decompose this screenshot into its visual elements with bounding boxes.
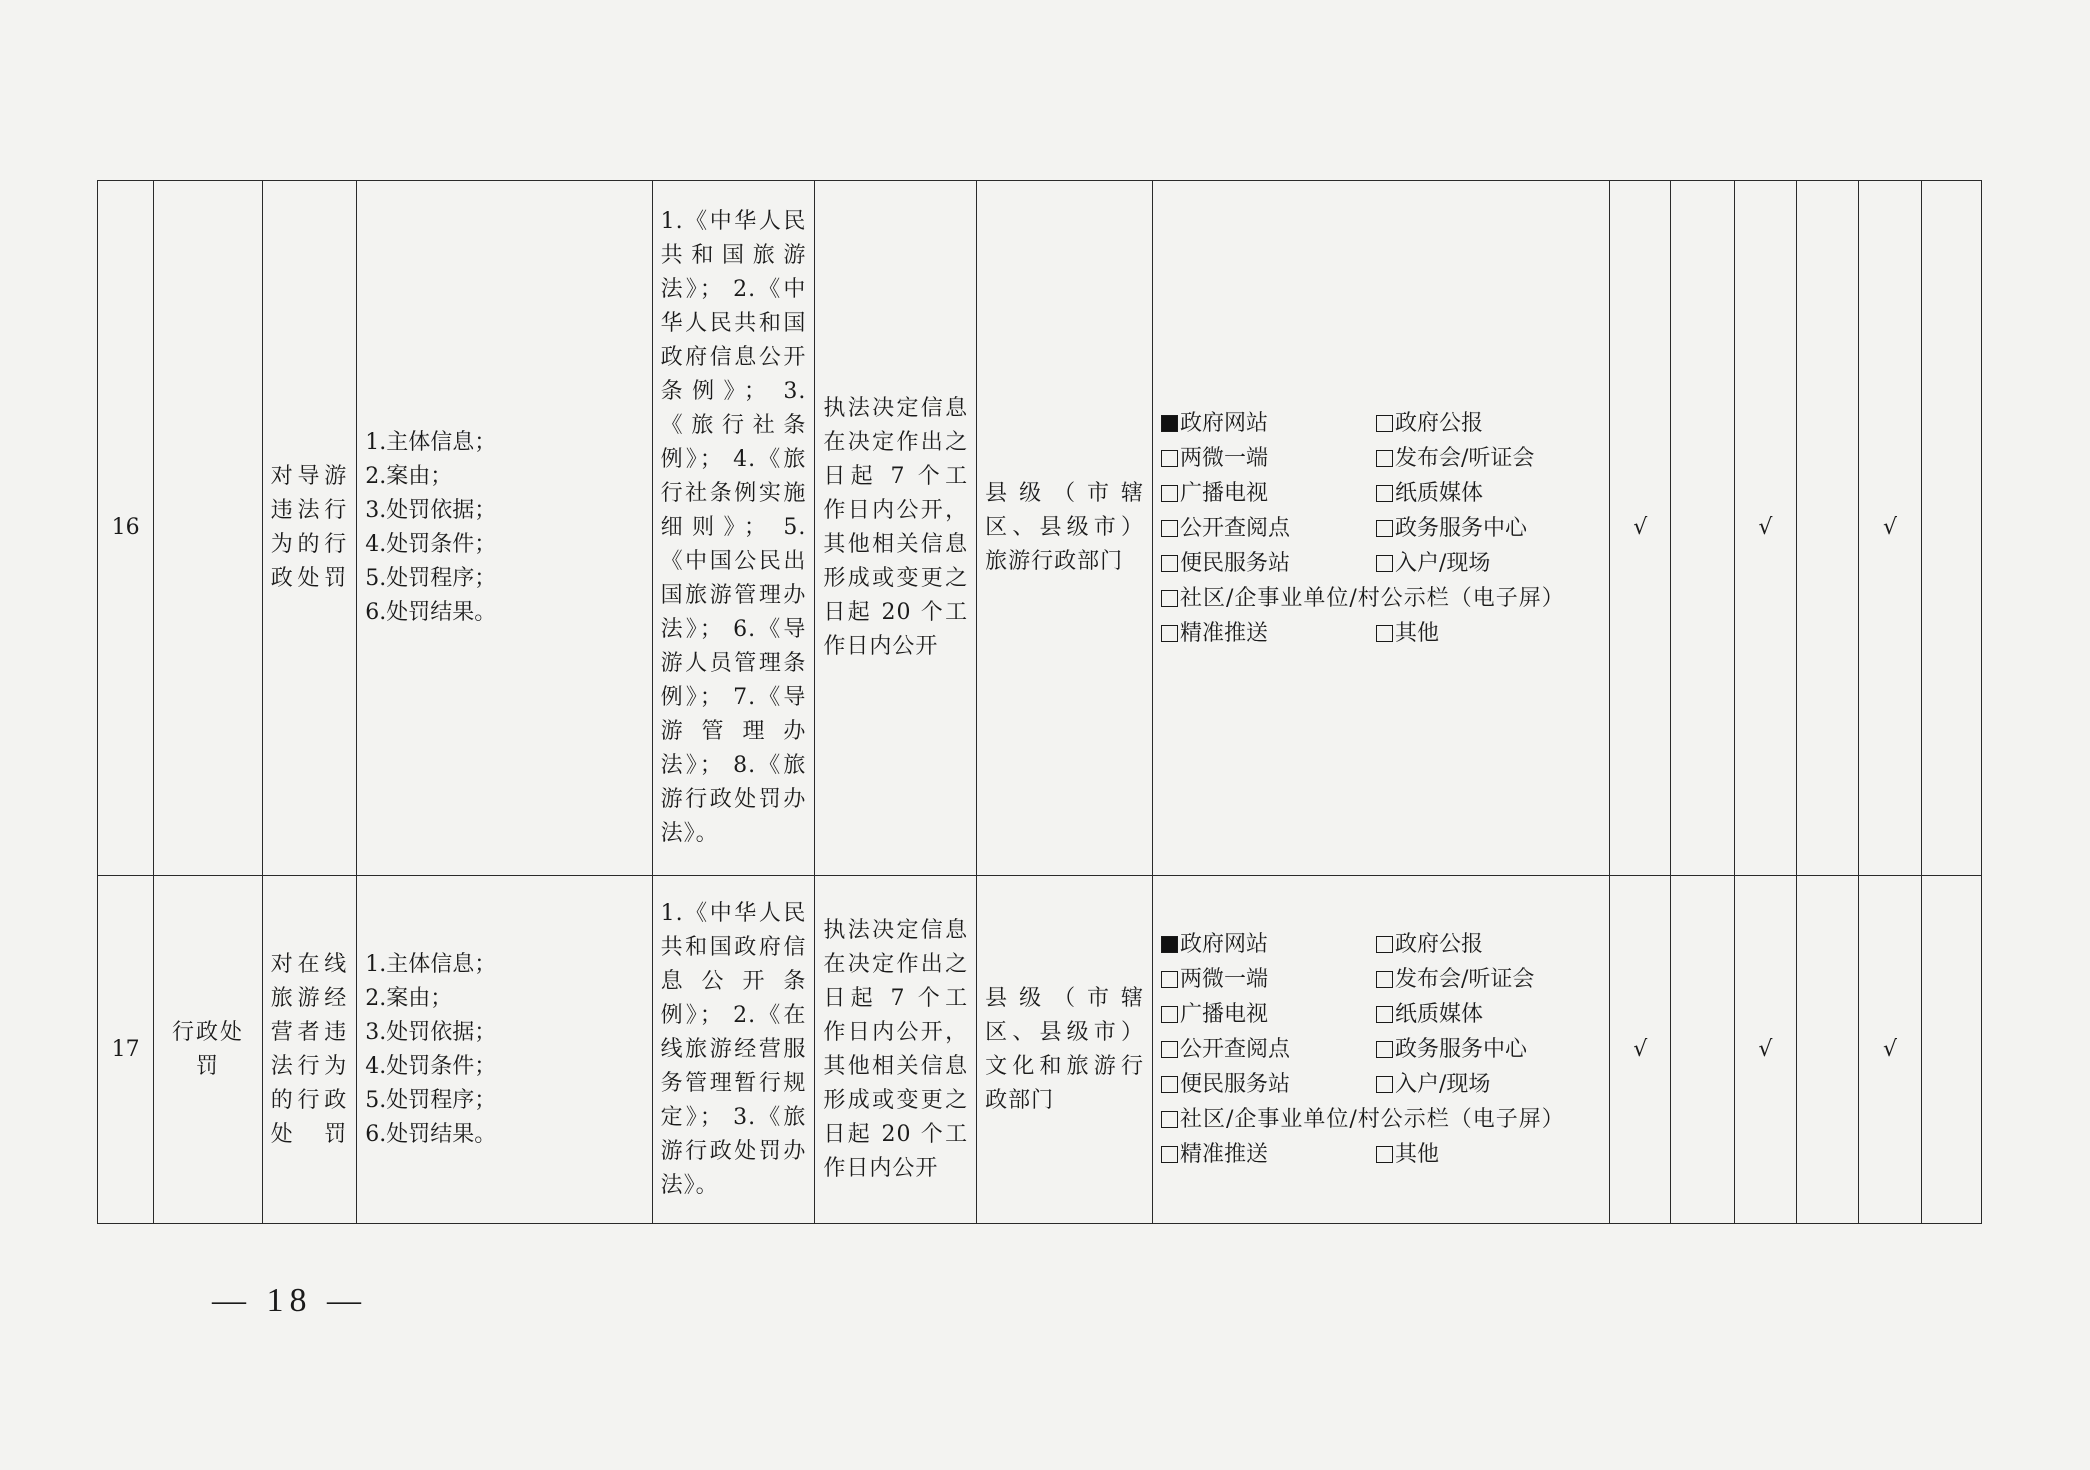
channel-precise: 精准推送 <box>1161 1137 1376 1172</box>
basis-item: 6.《导游人员管理条例》； <box>660 617 807 710</box>
check-mark-cell: √ <box>1610 181 1671 876</box>
checkbox-empty-icon <box>1161 555 1178 572</box>
channel-onsite: 入户/现场 <box>1376 546 1610 581</box>
checkbox-empty-icon <box>1161 485 1178 502</box>
content-line: 3.处罚依据； <box>365 1019 497 1045</box>
check-mark-cell: √ <box>1859 181 1921 876</box>
channel-service-center: 政务服务中心 <box>1376 511 1610 546</box>
channel-other: 其他 <box>1376 616 1610 651</box>
page-number: — 18 — <box>212 1282 367 1319</box>
category-cell: 行政处罚 <box>154 876 263 1224</box>
content-line: 3.处罚依据； <box>365 498 497 523</box>
checkbox-empty-icon <box>1161 590 1178 607</box>
content-line: 2.案由； <box>365 464 453 489</box>
basis-item: 8.《旅游行政处罚办法》。 <box>660 753 807 846</box>
content-line: 5.处罚程序； <box>365 1087 497 1113</box>
check-mark-cell: √ <box>1610 876 1671 1224</box>
channel-press: 发布会/听证会 <box>1376 441 1610 476</box>
category-cell <box>154 181 263 876</box>
channel-two-micro: 两微一端 <box>1161 962 1376 997</box>
check-mark-cell <box>1671 181 1734 876</box>
checkbox-empty-icon <box>1376 520 1393 537</box>
checkbox-empty-icon <box>1376 1006 1393 1023</box>
channel-bulletin: 社区/企事业单位/村公示栏（电子屏） <box>1161 1102 1610 1137</box>
disclosure-table <box>97 180 1982 1224</box>
subject-cell: 县级（市辖区、县级市）文化和旅游行政部门 <box>977 876 1153 1224</box>
checkbox-empty-icon <box>1161 1111 1178 1128</box>
channel-reading: 公开查阅点 <box>1161 511 1376 546</box>
channel-precise: 精准推送 <box>1161 616 1376 651</box>
channel-paper-media: 纸质媒体 <box>1376 476 1610 511</box>
checkbox-empty-icon <box>1376 555 1393 572</box>
basis-item: 2.《在线旅游经营服务管理暂行规定》； <box>660 1002 807 1130</box>
basis-item: 5.《中国公民出国旅游管理办法》； <box>660 515 807 642</box>
channel-bulletin: 社区/企事业单位/村公示栏（电子屏） <box>1161 581 1610 616</box>
content-cell <box>357 181 652 876</box>
content-line: 6.处罚结果。 <box>365 600 497 625</box>
channel-paper-media: 纸质媒体 <box>1376 997 1610 1032</box>
channel-broadcast: 广播电视 <box>1161 997 1376 1032</box>
check-mark-cell <box>1797 181 1859 876</box>
checkbox-empty-icon <box>1161 520 1178 537</box>
checkbox-empty-icon <box>1161 1041 1178 1058</box>
channel-press: 发布会/听证会 <box>1376 962 1610 997</box>
checkbox-empty-icon <box>1376 415 1393 432</box>
basis-item: 7.《导游管理办法》； <box>660 685 807 778</box>
checkbox-checked-icon <box>1161 415 1178 432</box>
channel-gov-website: 政府网站 <box>1161 927 1376 962</box>
checkbox-empty-icon <box>1376 1076 1393 1093</box>
check-mark-cell <box>1921 181 1981 876</box>
content-line: 4.处罚条件； <box>365 1053 497 1079</box>
check-mark-cell: √ <box>1734 876 1796 1224</box>
content-line: 1.主体信息； <box>365 951 497 977</box>
content-line: 6.处罚结果。 <box>365 1121 497 1147</box>
channel-onsite: 入户/现场 <box>1376 1067 1610 1102</box>
basis-cell <box>652 876 815 1224</box>
channels-cell <box>1152 876 1609 1224</box>
item-name-cell: 对导游违法行为的行政处罚 <box>262 181 356 876</box>
channel-convenience: 便民服务站 <box>1161 1067 1376 1102</box>
checkbox-empty-icon <box>1376 1146 1393 1163</box>
channel-service-center: 政务服务中心 <box>1376 1032 1610 1067</box>
checkbox-empty-icon <box>1376 450 1393 467</box>
check-mark-cell <box>1797 876 1859 1224</box>
checkbox-empty-icon <box>1376 1041 1393 1058</box>
row-number: 17 <box>98 876 154 1224</box>
basis-item: 2.《中华人民共和国政府信息公开条例》； <box>660 277 807 404</box>
channel-gov-website: 政府网站 <box>1161 406 1376 441</box>
checkbox-empty-icon <box>1161 971 1178 988</box>
subject-cell: 县级（市辖区、县级市）旅游行政部门 <box>977 181 1153 876</box>
channel-other: 其他 <box>1376 1137 1610 1172</box>
checkbox-empty-icon <box>1161 1076 1178 1093</box>
item-name-cell: 对在线旅游经营者违法行为的行政处罚 <box>262 876 356 1224</box>
basis-item: 1.《中华人民共和国政府信息公开条例》； <box>660 900 807 1028</box>
row-number: 16 <box>98 181 154 876</box>
channel-broadcast: 广播电视 <box>1161 476 1376 511</box>
content-line: 5.处罚程序； <box>365 566 497 591</box>
checkbox-empty-icon <box>1161 450 1178 467</box>
basis-item: 4.《旅行社条例实施细则》； <box>660 447 807 540</box>
check-mark-cell: √ <box>1734 181 1796 876</box>
content-cell <box>357 876 652 1224</box>
time-limit-cell: 执法决定信息在决定作出之日起 7 个工作日内公开，其他相关信息形成或变更之日起 20 个工作日内公开 <box>815 181 977 876</box>
checkbox-checked-icon <box>1161 936 1178 953</box>
checkbox-empty-icon <box>1376 971 1393 988</box>
channel-two-micro: 两微一端 <box>1161 441 1376 476</box>
check-mark-cell <box>1921 876 1981 1224</box>
checkbox-empty-icon <box>1161 625 1178 642</box>
basis-item: 3.《旅游行政处罚办法》。 <box>660 1104 807 1198</box>
channels-cell <box>1152 181 1609 876</box>
basis-item: 1.《中华人民共和国旅游法》； <box>660 209 807 302</box>
content-line: 1.主体信息； <box>365 430 497 455</box>
table-row <box>98 876 1982 1224</box>
checkbox-empty-icon <box>1161 1146 1178 1163</box>
channel-gov-gazette: 政府公报 <box>1376 406 1610 441</box>
check-mark-cell <box>1671 876 1734 1224</box>
content-line: 2.案由； <box>365 985 453 1011</box>
checkbox-empty-icon <box>1376 625 1393 642</box>
checkbox-empty-icon <box>1161 1006 1178 1023</box>
time-limit-cell: 执法决定信息在决定作出之日起 7 个工作日内公开，其他相关信息形成或变更之日起 20 个工作日内公开 <box>815 876 977 1224</box>
basis-cell <box>652 181 815 876</box>
checkbox-empty-icon <box>1376 936 1393 953</box>
channel-gov-gazette: 政府公报 <box>1376 927 1610 962</box>
basis-item: 3.《旅行社条例》； <box>660 379 807 472</box>
channel-convenience: 便民服务站 <box>1161 546 1376 581</box>
check-mark-cell: √ <box>1859 876 1921 1224</box>
checkbox-empty-icon <box>1376 485 1393 502</box>
content-line: 4.处罚条件； <box>365 532 497 557</box>
table-row <box>98 181 1982 876</box>
channel-reading: 公开查阅点 <box>1161 1032 1376 1067</box>
